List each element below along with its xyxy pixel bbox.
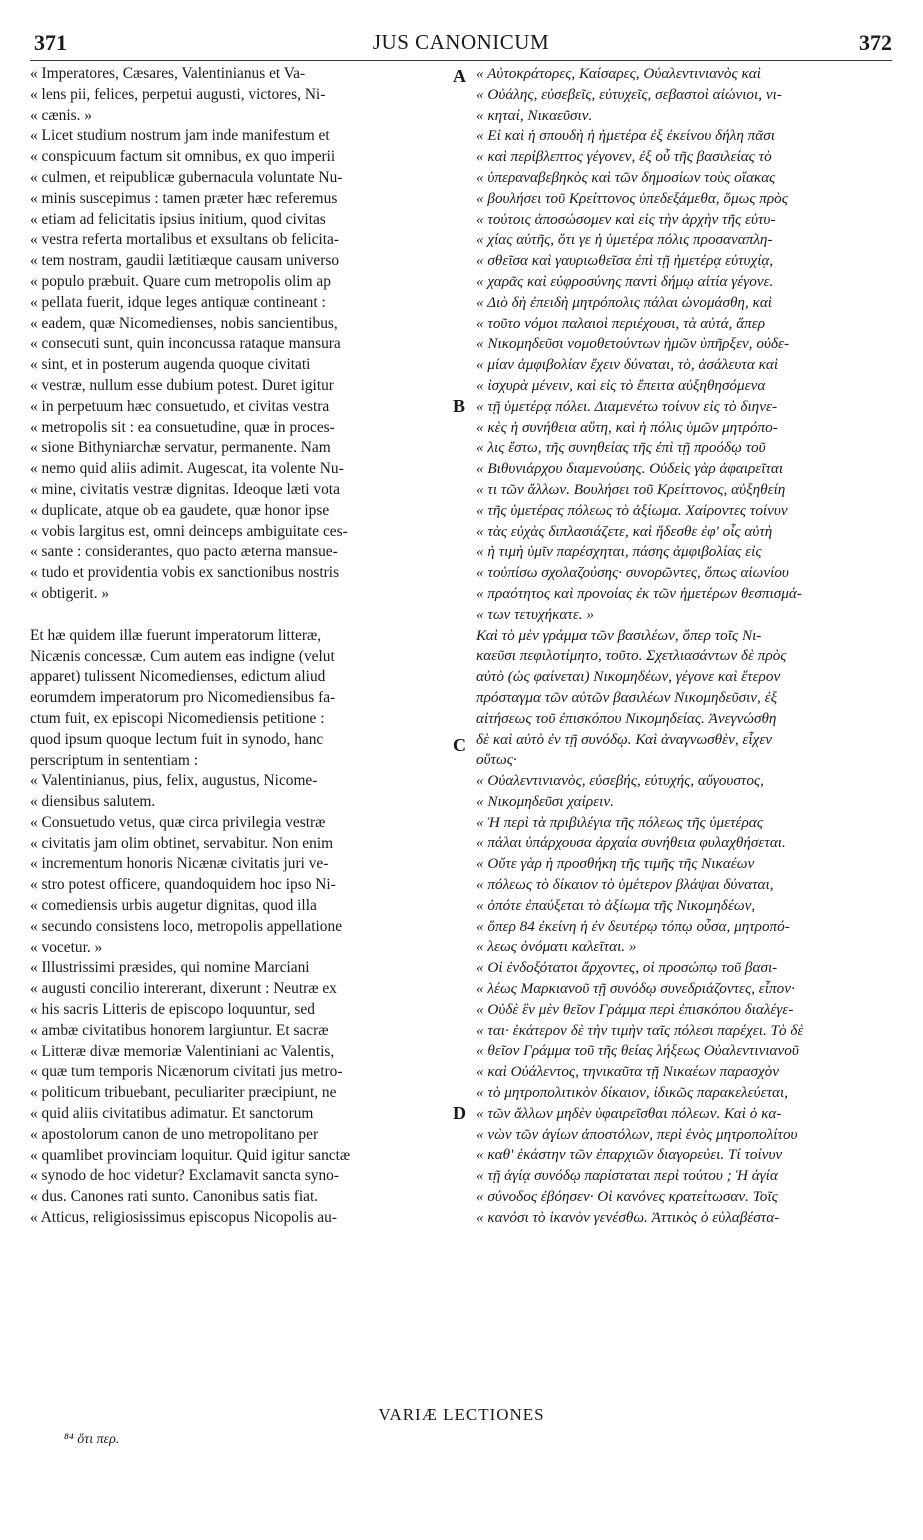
greek-text-line: δὲ καὶ αὐτὸ ἐν τῇ συνόδῳ. Καὶ ἀναγνωσθὲν, εἶχεν [476, 730, 773, 748]
greek-text-line: « τῇ ἁγίᾳ συνόδῳ παρίσταται περὶ τούτου ; Ἡ ἁγία [476, 1167, 778, 1185]
greek-text-line: « καθ' ἑκάστην τῶν ἐπαρχιῶν διαγορεύει. Τί τοίνυν [476, 1146, 783, 1164]
greek-text-line: « κηταί, Νικαεῦσιν. [476, 106, 593, 124]
greek-text-line: « ἰσχυρὰ μένειν, καὶ εἰς τὸ ἔπειτα αὐξηθησόμενα [476, 376, 766, 394]
margin-letter-c: C [453, 735, 466, 755]
greek-text-line: « Νικομηδεῦσι νομοθετούντων ἡμῶν ὑπῆρξεν, οὐδε- [476, 335, 790, 353]
latin-text-line: « populo præbuit. Quare cum metropolis olim ap [30, 272, 331, 290]
greek-text-line: πρόσταγμα τῶν αὐτῶν βασιλέων Νικομηδεῦσιν, ἐξ [476, 688, 778, 706]
greek-text-line: « τῇ ὑμετέρᾳ πόλει. Διαμενέτω τοίνυν εἰς τὸ διηνε- [476, 397, 777, 415]
greek-text-line: « τὸ μητροπολιτικὸν δίκαιον, ἰδικῶς παρακελεύεται, [476, 1084, 788, 1102]
latin-text-line: « Atticus, religiosissimus episcopus Nicopolis au- [30, 1209, 337, 1227]
latin-text-line: « obtigerit. » [30, 584, 110, 602]
page-number-right: 372 [859, 30, 892, 55]
latin-text-line: « etiam ad felicitatis ipsius initium, quod civitas [30, 210, 326, 228]
latin-text-line: « Licet studium nostrum jam inde manifestum et [30, 127, 330, 145]
greek-text-line: « τῆς ὑμετέρας πόλεως τὸ ἀξίωμα. Χαίροντες τοίνυν [476, 501, 788, 519]
greek-text-line: « καὶ περίβλεπτος γέγονεν, ἐξ οὗ τῆς βασιλείας τὸ [476, 148, 772, 166]
greek-text-line: « των τετυχήκατε. » [476, 605, 594, 623]
greek-text-line: « Οὔτε γὰρ ἡ προσθήκη τῆς τιμῆς τῆς Νικαέων [476, 855, 755, 873]
greek-text-line: « Οὐάλης, εὐσεβεῖς, εὐτυχεῖς, σεβαστοὶ αἰώνιοι, νι- [476, 85, 782, 103]
latin-text-line: « ambæ civitatibus honorem largiuntur. Et sacræ [30, 1021, 329, 1039]
latin-text-line: « conspicuum factum sit omnibus, ex quo imperii [30, 148, 336, 166]
latin-column [30, 64, 448, 1229]
latin-text-line: « vestræ, nullum esse dubium potest. Duret igitur [30, 376, 334, 394]
greek-text-line: « μίαν ἀμφιβολίαν ἔχειν δύναται, τὸ, ἀσάλευτα καὶ [476, 356, 779, 374]
margin-letter-a: A [453, 66, 466, 86]
header-rule [30, 60, 892, 61]
greek-text-line: « ἡ τιμὴ ὑμῖν παρέσχηται, πάσης ἀμφιβολίας εἰς [476, 543, 762, 561]
latin-text-line: « Imperatores, Cæsares, Valentinianus et Va- [30, 65, 306, 82]
latin-text-line: « mine, civitatis vestræ dignitas. Ideoque læti vota [30, 480, 340, 498]
latin-text-line: « Litteræ divæ memoriæ Valentiniani ac Valentis, [30, 1042, 335, 1060]
greek-text-line: « ὁπότε ἐπαύξεται τὸ ἀξίωμα τῆς Νικομηδέων, [476, 896, 756, 914]
latin-text-line: eorumdem imperatorum pro Nicomediensibus fa- [30, 689, 336, 707]
latin-text-line: « vestra referta mortalibus et exsultans ob felicita- [30, 231, 339, 249]
latin-text-line: « eadem, quæ Nicomedienses, nobis sancientibus, [30, 314, 338, 332]
greek-text-line: « χίας αὐτῆς, ὅτι γε ἡ ὑμετέρα πόλις προσαναπλη- [476, 231, 773, 249]
greek-text-line: « Διὸ δὴ ἐπειδὴ μητρόπολις πάλαι ὠνομάσθη, καὶ [476, 293, 773, 311]
greek-text-line: « πραότητος καὶ προνοίας ἐκ τῶν ἡμετέρων θεσπισμά- [476, 584, 802, 602]
latin-text-line: « lens pii, felices, perpetui augusti, victores, Ni- [30, 85, 326, 103]
latin-text-line: « Illustrissimi præsides, qui nomine Marciani [30, 959, 310, 977]
latin-text-line: « sante : considerantes, quo pacto æterna mansue- [30, 543, 338, 561]
latin-text-line: « nemo quid aliis adimit. Augescat, ita volente Nu- [30, 460, 344, 478]
greek-text-line: « τῶν ἄλλων μηδὲν ὑφαιρεῖσθαι πόλεων. Καὶ ὁ κα- [476, 1104, 782, 1122]
greek-text-line: « πόλεως τὸ δίκαιον τὸ ὑμέτερον βλάψαι δύναται, [476, 876, 774, 894]
variae-lectiones-heading: VARIÆ LECTIONES [378, 1405, 545, 1424]
latin-text-line: « quamlibet provinciam loquitur. Quid igitur sanctæ [30, 1146, 351, 1164]
greek-text-line: « λέως Μαρκιανοῦ τῇ συνόδῳ συνεδριάζοντες, εἶπον· [476, 980, 795, 998]
greek-text-line: « νὼν τῶν ἁγίων ἀποστόλων, περὶ ἑνὸς μητροπολίτου [476, 1125, 798, 1143]
latin-text-line: « politicum tribuebant, peculiariter præcipiunt, ne [30, 1084, 337, 1102]
greek-text-line: « Εἰ καὶ ἡ σπουδὴ ἡ ἡμετέρα ἐξ ἐκείνου δήλη πᾶσι [476, 127, 775, 145]
greek-text-line: « λεως ὀνόματι καλεῖται. » [476, 938, 637, 956]
greek-text-line: « τὰς εὐχὰς διπλασιάζετε, καὶ ἥδεσθε ἐφ' οἷς αὐτὴ [476, 522, 773, 540]
greek-text-line: « Οὐδὲ ἓν μὲν θεῖον Γράμμα περὶ ἐπισκόπου διαλέγε- [476, 1000, 794, 1018]
greek-text-line: « τούτοις ἀποσώσομεν καὶ εἰς τὴν ἀρχὴν τῆς εὐτυ- [476, 210, 776, 228]
latin-text-line: « tem nostram, gaudii lætitiæque causam universo [30, 252, 340, 270]
greek-text-line: « σύνοδος ἐβόησεν· Οἱ κανόνες κρατείτωσαν. Τοῖς [476, 1188, 778, 1206]
latin-text-line: « tudo et providentia vobis ex sanctionibus nostris [30, 564, 340, 582]
latin-text-line: « vobis largitus est, omni deinceps ambiguitate ces- [30, 522, 348, 540]
latin-text-line: « secundo consistens loco, metropolis appellatione [30, 917, 343, 935]
greek-text-line: « τι τῶν ἄλλων. Βουλήσει τοῦ Κρείττονος, αὐξηθείη [476, 480, 786, 498]
latin-text-line: ctum fuit, ex episcopi Nicomediensis petitione : [30, 709, 325, 727]
latin-text-line: « sione Bithyniarchæ servatur, permanente. Nam [30, 439, 331, 457]
greek-text-line: « Βιθυνιάρχου διαμενούσης. Οὐδεὶς γὰρ ἀφαιρεῖται [476, 460, 784, 478]
greek-text-line: Καὶ τὸ μὲν γράμμα τῶν βασιλέων, ὅπερ τοῖς Νι- [476, 626, 762, 644]
latin-text-line: Nicænis concessæ. Cum autem eas indigne (velut [30, 647, 335, 665]
greek-text-line: « πάλαι ὑπάρχουσα ἀρχαία συνήθεια φυλαχθήσεται. [476, 834, 786, 852]
latin-text-line: « stro potest officere, quandoquidem hoc ipso Ni- [30, 876, 336, 894]
latin-text-line: « his sacris Litteris de episcopo loquuntur, sed [30, 1001, 315, 1019]
latin-text-line: « augusti concilio intererant, dixerunt : Neutræ ex [30, 980, 337, 998]
latin-text-line: « Consuetudo vetus, quæ circa privilegia vestræ [30, 813, 326, 831]
latin-text-line: « duplicate, atque ob ea gaudete, quæ honor ipse [30, 501, 330, 519]
page-number-left: 371 [34, 30, 67, 55]
latin-text-line: « synodo de hoc videtur? Exclamavit sancta syno- [30, 1167, 340, 1185]
greek-text-line: « τοῦτο νόμοι παλαιοὶ περιέχουσι, τὰ αὐτά, ἅπερ [476, 314, 766, 332]
greek-text-line: « χαρᾶς καὶ εὐφροσύνης παντὶ δήμῳ αἰτία γέγονε. [476, 272, 774, 290]
latin-text-line: « vocetur. » [30, 938, 103, 956]
latin-text-line: « diensibus salutem. [30, 793, 156, 811]
footnote: ⁸⁴ ὅτι περ. [64, 1432, 120, 1447]
latin-text-line: quod ipsum quoque lectum fuit in synodo, hanc [30, 730, 324, 748]
latin-text-line: « incrementum honoris Nicænæ civitatis juri ve- [30, 855, 329, 873]
greek-text-line: « καὶ Οὐάλεντος, τηνικαῦτα τῇ Νικαέων παρασχὸν [476, 1063, 780, 1081]
running-title: JUS CANONICUM [372, 30, 550, 54]
latin-text-line: « civitatis jam olim obtinet, servabitur. Non enim [30, 834, 334, 852]
latin-text-line: « consecuti sunt, quin inconcussa rataque mansura [30, 335, 341, 353]
latin-text-line: « comediensis urbis augetur dignitas, quod illa [30, 897, 317, 915]
latin-text-line: « Valentinianus, pius, felix, augustus, Nicome- [30, 772, 318, 790]
page-header [30, 26, 892, 60]
latin-text-line: « quid aliis civitatibus adimatur. Et sanctorum [30, 1105, 314, 1123]
latin-text-line: « metropolis sit : ea consuetudine, quæ in proces- [30, 418, 335, 436]
latin-text-line: « quæ tum temporis Nicænorum civitati jus metro- [30, 1063, 343, 1081]
latin-text-line: « culmen, et reipublicæ gubernacula voluntate Nu- [30, 168, 343, 186]
greek-text-line: « Οὐαλεντινιανὸς, εὐσεβής, εὐτυχής, αὔγουστος, [476, 772, 764, 790]
greek-text-line: αὐτὸ (ὡς φαίνεται) Νικομηδέων, γέγονε καὶ ἕτερον [476, 668, 781, 686]
greek-text-line: « θεῖον Γράμμα τοῦ τῆς θείας λήξεως Οὐαλεντινιανοῦ [476, 1042, 799, 1060]
greek-text-line: « σθεῖσα καὶ γαυριωθεῖσα ἐπὶ τῇ ἡμετέρᾳ εὐτυχίᾳ, [476, 252, 774, 270]
latin-text-line: « minis suscepimus : tamen præter hæc referemus [30, 189, 338, 207]
greek-text-line: « Ἡ περὶ τὰ πριβιλέγια τῆς πόλεως τῆς ὑμετέρας [476, 813, 763, 831]
latin-text-line [30, 605, 448, 626]
greek-text-line: « ται· ἑκάτερον δὲ τὴν τιμὴν ταῖς πόλεσι παρέχει. Τὸ δὲ [476, 1021, 804, 1039]
greek-text-line: « ὑπεραναβεβηκὸς καὶ τῶν δημοσίων τοὺς οἴακας [476, 168, 776, 186]
greek-text-line: « Νικομηδεῦσι χαίρειν. [476, 792, 614, 810]
latin-text-line: apparet) tulissent Nicomedienses, edictum aliud [30, 668, 326, 686]
latin-text-line: « dus. Canones rati sunto. Canonibus satis fiat. [30, 1188, 319, 1206]
greek-text-line: « ὅπερ 84 ἐκείνη ἡ ἐν δευτέρῳ τόπῳ οὖσα, μητροπό- [476, 917, 790, 935]
greek-text-line: οὕτως· [476, 751, 517, 769]
greek-text-line: « Οἱ ἐνδοξότατοι ἄρχοντες, οἱ προσώπῳ τοῦ βασι- [476, 959, 778, 977]
greek-text-line: « Αὐτοκράτορες, Καίσαρες, Οὐαλεντινιανὸς καὶ [476, 65, 761, 82]
latin-text-line: perscriptum in sententiam : [30, 751, 198, 769]
greek-text-line: « κὲς ἡ συνήθεια αὕτη, καὶ ἡ πόλις ὑμῶν μητρόπο- [476, 418, 778, 436]
latin-text-line: « in perpetuum hæc consuetudo, et civitas vestra [30, 397, 330, 415]
greek-column [476, 64, 888, 1229]
latin-text-line: Et hæ quidem illæ fuerunt imperatorum litteræ, [30, 626, 322, 644]
latin-text-line: « cænis. » [30, 106, 92, 124]
greek-text-line: καεῦσι πεφιλοτίμητο, τοῦτο. Σχετλιασάντων δὲ πρὸς [476, 647, 787, 665]
latin-text-line: « sint, et in posterum augenda quoque civitati [30, 356, 311, 374]
latin-text-line: « apostolorum canon de uno metropolitano per [30, 1125, 319, 1143]
greek-text-line: « κανόσι τὸ ἱκανὸν γενέσθω. Ἀττικὸς ὁ εὐλαβέστα- [476, 1208, 780, 1226]
margin-letter-d: D [453, 1103, 466, 1123]
margin-letter-b: B [453, 396, 466, 416]
latin-text-line: « pellata fuerit, idque leges antiquæ contineant : [30, 293, 326, 311]
greek-text-line: « βουλήσει τοῦ Κρείττονος ὑπεδεξάμεθα, ὅμως πρὸς [476, 189, 788, 207]
greek-text-line: « λις ἔστω, τῆς συνηθείας τῆς ἐπὶ τῇ προόδῳ τοῦ [476, 439, 766, 457]
greek-text-line: αἰτήσεως τοῦ ἐπισκόπου Νικομηδείας. Ἀνεγνώσθη [476, 709, 777, 727]
greek-text-line: « τοὐπίσω σχολαζούσης· συνορῶντες, ὅπως αἰωνίου [476, 564, 789, 582]
